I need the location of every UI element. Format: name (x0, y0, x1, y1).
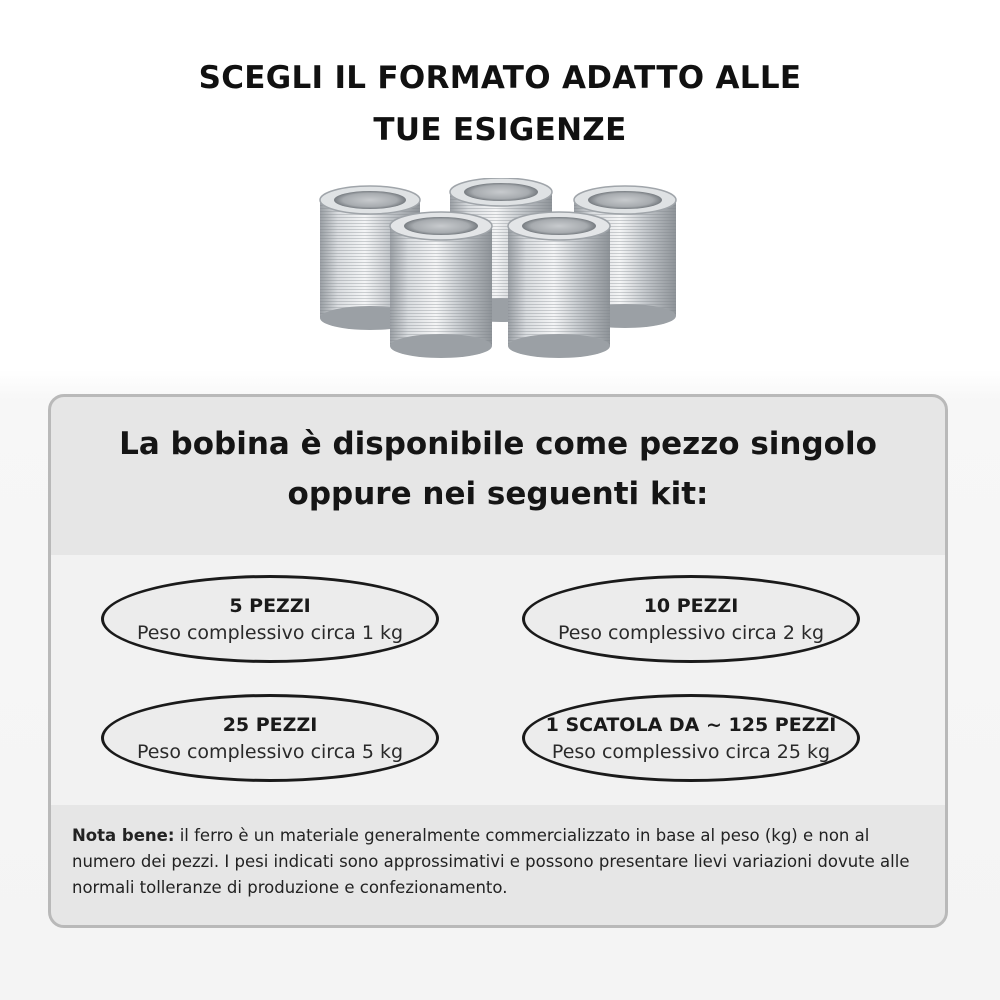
kits-panel (48, 394, 948, 928)
kit-name: 10 PEZZI (643, 595, 739, 617)
kits-list (51, 555, 945, 805)
page-title-line-1: SCEGLI IL FORMATO ADATTO ALLE (198, 60, 802, 96)
wire-coils-image (310, 178, 690, 358)
kit-weight: Peso complessivo circa 5 kg (136, 741, 404, 763)
kit-option-25-pezzi (101, 694, 439, 782)
note-text (72, 823, 932, 901)
kit-name: 25 PEZZI (222, 714, 318, 736)
note-body: il ferro è un materiale generalmente commercializzato in base al peso (kg) e non al numero dei pezzi. I pesi indicati sono approssimativi e possono presentare lievi variazioni dovute alle normali tolleranze di produzione e confezionamento. (72, 826, 910, 897)
page-title-line-2: TUE ESIGENZE (373, 112, 627, 148)
page-title (0, 52, 1000, 156)
kit-option-10-pezzi (522, 575, 860, 663)
kit-option-scatola-125-pezzi (522, 694, 860, 782)
coil-front-right (508, 212, 610, 358)
note-label: Nota bene: (72, 826, 175, 845)
kit-weight: Peso complessivo circa 25 kg (551, 741, 831, 763)
kit-option-5-pezzi (101, 575, 439, 663)
panel-title-line-2: oppure nei seguenti kit: (287, 476, 709, 512)
panel-title (51, 419, 945, 519)
kit-name: 1 SCATOLA DA ~ 125 PEZZI (545, 714, 837, 736)
kit-weight: Peso complessivo circa 2 kg (557, 622, 825, 644)
kit-name: 5 PEZZI (229, 595, 311, 617)
panel-title-line-1: La bobina è disponibile come pezzo singolo (119, 426, 877, 462)
coil-front-left (390, 212, 492, 358)
kit-weight: Peso complessivo circa 1 kg (136, 622, 404, 644)
